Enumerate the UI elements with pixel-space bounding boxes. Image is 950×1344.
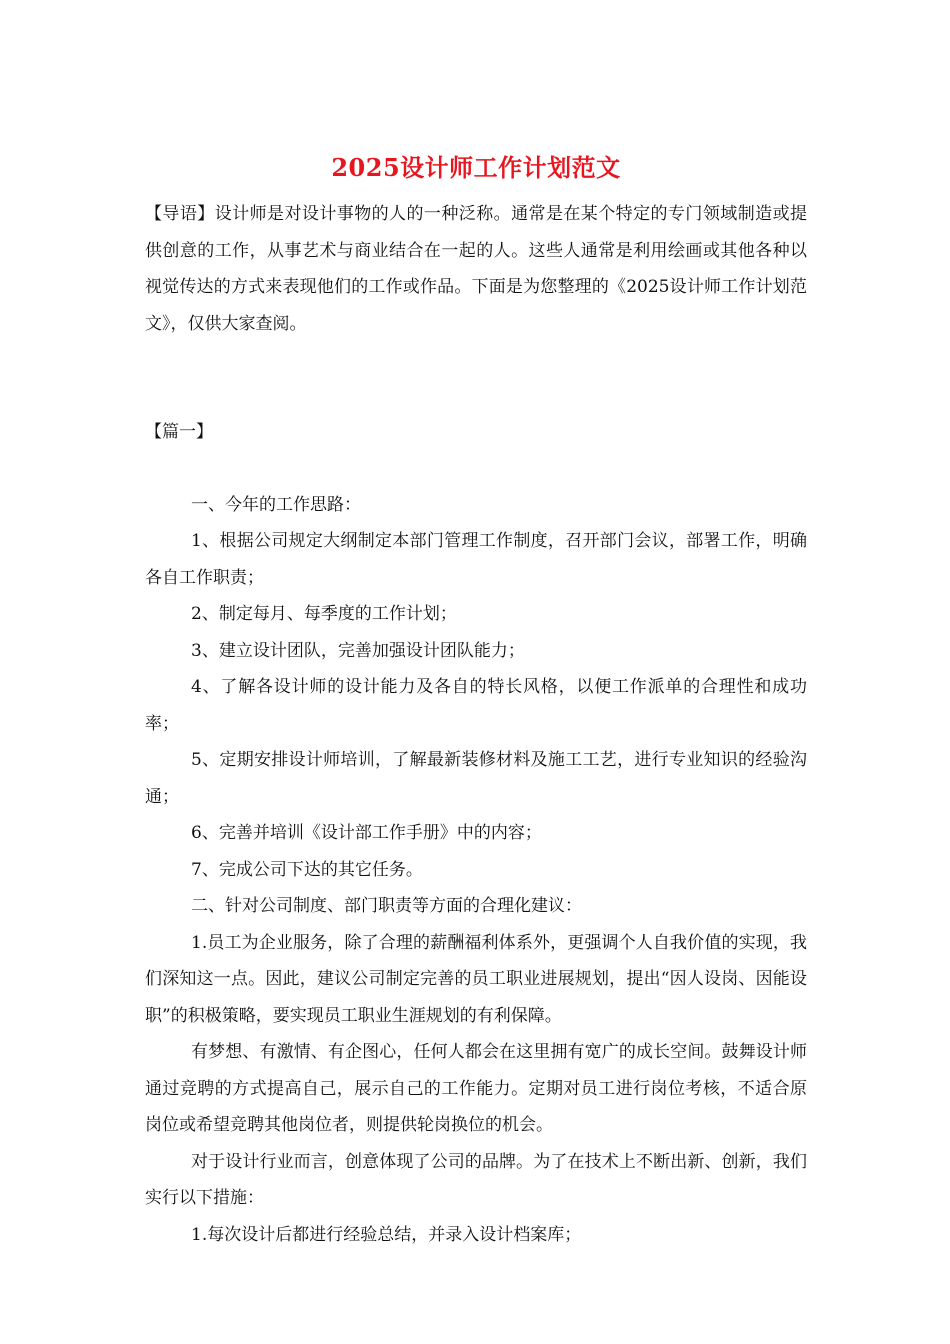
body-paragraph: 对于设计行业而言，创意体现了公司的品牌。为了在技术上不断出新、创新，我们实行以下措施： — [145, 1151, 807, 1208]
body-paragraph: 1.员工为企业服务，除了合理的薪酬福利体系外，更强调个人自我价值的实现，我们深知这一点。因此，建议公司制定完善的员工职业进展规划，提出“因人设岗、因能设职”的积极策略，要实现员工职业生涯规划的有利保障。 — [145, 932, 807, 1026]
body-paragraph: 1.每次设计后都进行经验总结，并录入设计档案库； — [191, 1224, 582, 1245]
body-paragraph: 2、制定每月、每季度的工作计划； — [191, 604, 457, 624]
body-paragraph: 1、根据公司规定大纲制定本部门管理工作制度，召开部门会议，部署工作，明确各自工作职责； — [145, 531, 807, 588]
body-paragraph: 二、针对公司制度、部门职责等方面的合理化建议： — [191, 896, 582, 916]
body-paragraph: 6、完善并培训《设计部工作手册》中的内容； — [191, 823, 542, 843]
section-label: 【篇一】 — [145, 422, 213, 442]
body-paragraph: 5、定期安排设计师培训，了解最新装修材料及施工工艺，进行专业知识的经验沟通； — [145, 750, 807, 807]
body-paragraphs — [145, 487, 807, 1254]
body-paragraph: 有梦想、有激情、有企图心，任何人都会在这里拥有宽广的成长空间。鼓舞设计师通过竞聘的方式提高自己，展示自己的工作能力。定期对员工进行岗位考核，不适合原岗位或希望竞聘其他岗位者，则提供轮岗换位的机会。 — [145, 1042, 807, 1135]
body-paragraph: 一、今年的工作思路： — [191, 494, 361, 515]
body-paragraph: 7、完成公司下达的其它任务。 — [191, 859, 423, 880]
body-paragraph: 3、建立设计团队，完善加强设计团队能力； — [191, 640, 525, 661]
document-page — [145, 150, 807, 1253]
document-title: 2025设计师工作计划范文 — [331, 153, 621, 182]
intro-paragraph: 【导语】设计师是对设计事物的人的一种泛称。通常是在某个特定的专门领域制造或提供创意的工作，从事艺术与商业结合在一起的人。这些人通常是利用绘画或其他各种以视觉传达的方式来表现他们的工作或作品。下面是为您整理的《2025设计师工作计划范文》，仅供大家查阅。 — [145, 204, 807, 334]
body-paragraph: 4、了解各设计师的设计能力及各自的特长风格，以便工作派单的合理性和成功率； — [145, 677, 807, 734]
